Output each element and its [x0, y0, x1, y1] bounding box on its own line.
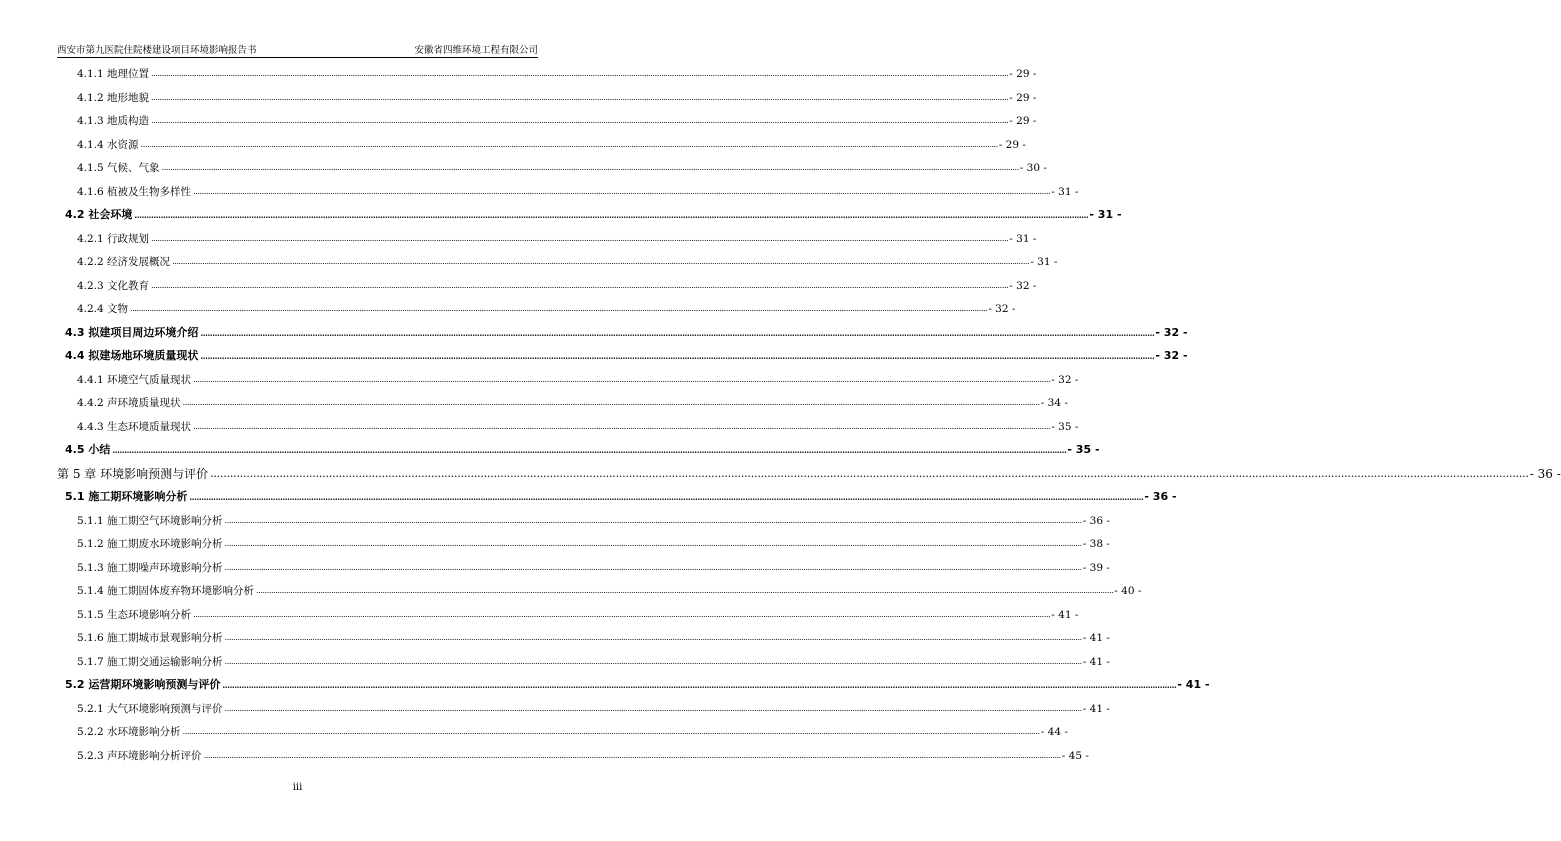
toc-entry-page: - 36 -	[1529, 466, 1561, 481]
toc-entry[interactable]	[57, 670, 1210, 692]
toc-dot-leader: ................................................................................................................................................................................................................................................................................................................................................................................................................	[172, 257, 1030, 266]
toc-entry[interactable]	[57, 553, 1110, 575]
toc-entry-title: 4.1.1 地理位置	[77, 68, 150, 80]
toc-dot-leader: ................................................................................................................................................................................................................................................................................................................................................................................................................	[151, 92, 1009, 102]
toc-entry-title: 5.1.4 施工期固体废弃物环境影响分析	[77, 585, 255, 597]
toc-entry-title: 4.4 拟建场地环境质量现状	[65, 349, 199, 362]
toc-entry-page: - 35 -	[1051, 420, 1079, 433]
toc-entry-title: 第 5 章 环境影响预测与评价	[57, 466, 209, 481]
toc-entry[interactable]	[57, 576, 1142, 598]
toc-entry[interactable]	[57, 459, 1561, 481]
toc-dot-leader: ................................................................................................................................................................................................................................................................................................................................................................................................................	[224, 515, 1082, 525]
toc-entry[interactable]	[57, 130, 1026, 152]
toc-entry-title: 5.1.6 施工期城市景观影响分析	[77, 632, 223, 644]
toc-entry-title: 4.1.4 水资源	[77, 138, 139, 151]
toc-entry[interactable]	[57, 200, 1122, 222]
toc-entry-title: 4.5 小结	[65, 443, 111, 456]
toc-entry[interactable]	[57, 388, 1068, 410]
toc-entry-page: - 41 -	[1051, 608, 1079, 621]
toc-entry-page: - 31 -	[1089, 208, 1122, 221]
toc-entry-page: - 32 -	[988, 303, 1016, 315]
toc-entry-page: - 31 -	[1009, 232, 1037, 245]
toc-entry[interactable]	[57, 365, 1079, 387]
toc-dot-leader: ................................................................................................................................................................................................................................................................................................................................................................................................................	[193, 421, 1051, 431]
toc-entry-title: 4.4.2 声环境质量现状	[77, 397, 181, 409]
toc-entry-page: - 35 -	[1067, 443, 1100, 456]
toc-dot-leader: ................................................................................................................................................................................................................................................................................................................................................................................................................	[134, 210, 1089, 220]
toc-entry-page: - 39 -	[1082, 561, 1110, 574]
toc-entry-title: 5.2.2 水环境影响分析	[77, 726, 181, 738]
toc-entry[interactable]	[57, 153, 1047, 175]
toc-dot-leader: ................................................................................................................................................................................................................................................................................................................................................................................................................	[256, 586, 1114, 595]
toc-entry-page: - 32 -	[1009, 279, 1037, 292]
toc-dot-leader: ................................................................................................................................................................................................................................................................................................................................................................................................................	[140, 139, 998, 149]
toc-entry[interactable]	[57, 623, 1110, 645]
toc-entry-page: - 36 -	[1082, 514, 1110, 527]
toc-entry-page: - 32 -	[1155, 325, 1188, 339]
toc-entry[interactable]	[57, 247, 1058, 269]
header-report-title: 西安市第九医院住院楼建设项目环境影响报告书	[57, 45, 257, 56]
toc-entry-page: - 38 -	[1082, 538, 1110, 550]
toc-dot-leader: ................................................................................................................................................................................................................................................................................................................................................................................................................	[151, 69, 1009, 78]
toc-entry[interactable]	[57, 224, 1037, 246]
page-header	[57, 40, 538, 58]
toc-dot-leader: ................................................................................................................................................................................................................................................................................................................................................................................................................	[193, 374, 1051, 384]
toc-entry-page: - 32 -	[1155, 349, 1188, 362]
toc-entry[interactable]	[57, 59, 1037, 81]
toc-entry-title: 4.4.3 生态环境质量现状	[77, 420, 192, 433]
toc-dot-leader: ................................................................................................................................................................................................................................................................................................................................................................................................................	[189, 492, 1144, 502]
toc-entry-title: 4.2.1 行政规划	[77, 232, 150, 245]
toc-entry-page: - 41 -	[1082, 632, 1110, 644]
toc-entry-page: - 29 -	[1009, 68, 1037, 80]
toc-entry-title: 5.1.1 施工期空气环境影响分析	[77, 514, 223, 527]
toc-entry-page: - 41 -	[1177, 678, 1210, 691]
toc-entry-title: 5.1.5 生态环境影响分析	[77, 608, 192, 621]
toc-entry-title: 4.1.5 气候、气象	[77, 162, 160, 174]
toc-entry-title: 4.1.2 地形地貌	[77, 91, 150, 104]
toc-entry[interactable]	[57, 694, 1110, 716]
toc-entry[interactable]	[57, 600, 1079, 622]
toc-entry-title: 5.2.1 大气环境影响预测与评价	[77, 702, 223, 715]
toc-entry[interactable]	[57, 482, 1177, 504]
toc-dot-leader: ................................................................................................................................................................................................................................................................................................................................................................................................................	[130, 304, 988, 313]
toc-entry[interactable]	[57, 318, 1188, 340]
toc-dot-leader: ................................................................................................................................................................................................................................................................................................................................................................................................................	[224, 562, 1082, 572]
toc-dot-leader: ................................................................................................................................................................................................................................................................................................................................................................................................................	[151, 116, 1009, 125]
toc-entry-title: 5.2.3 声环境影响分析评价	[77, 749, 202, 762]
toc-entry-title: 5.1.2 施工期废水环境影响分析	[77, 538, 223, 550]
toc-entry-title: 4.2.4 文物	[77, 303, 129, 315]
toc-entry[interactable]	[57, 717, 1068, 739]
toc-dot-leader: ................................................................................................................................................................................................................................................................................................................................................................................................................	[182, 398, 1040, 407]
toc-entry[interactable]	[57, 647, 1110, 669]
toc-dot-leader: ................................................................................................................................................................................................................................................................................................................................................................................................................	[161, 163, 1019, 172]
toc-entry-page: - 29 -	[1009, 115, 1037, 127]
toc-entry-page: - 40 -	[1114, 585, 1142, 597]
toc-entry-page: - 44 -	[1040, 726, 1068, 738]
toc-entry-title: 4.2.2 经济发展概况	[77, 256, 171, 268]
toc-entry[interactable]	[57, 294, 1016, 316]
toc-entry-page: - 32 -	[1051, 373, 1079, 386]
toc-entry-page: - 41 -	[1082, 702, 1110, 715]
toc-dot-leader: ................................................................................................................................................................................................................................................................................................................................................................................................................	[203, 750, 1061, 760]
toc-entry-page: - 29 -	[998, 138, 1026, 151]
toc-dot-leader: ................................................................................................................................................................................................................................................................................................................................................................................................................	[224, 633, 1082, 642]
toc-entry-page: - 30 -	[1019, 162, 1047, 174]
toc-entry-page: - 34 -	[1040, 397, 1068, 409]
toc-entry-title: 5.2 运营期环境影响预测与评价	[65, 678, 221, 691]
header-company-name: 安徽省四维环境工程有限公司	[414, 45, 538, 56]
toc-dot-leader: ................................................................................................................................................................................................................................................................................................................................................................................................................	[200, 327, 1155, 338]
toc-entry[interactable]	[57, 529, 1110, 551]
toc-entry[interactable]	[57, 106, 1037, 128]
toc-dot-leader: ................................................................................................................................................................................................................................................................................................................................................................................................................	[224, 656, 1082, 666]
toc-entry[interactable]	[57, 506, 1110, 528]
toc-dot-leader: ................................................................................................................................................................................................................................................................................................................................................................................................................	[151, 280, 1009, 290]
page-number: iii	[292, 782, 303, 793]
toc-entry-page: - 31 -	[1051, 185, 1079, 198]
toc-dot-leader: ................................................................................................................................................................................................................................................................................................................................................................................................................	[224, 703, 1082, 713]
toc-entry-page: - 36 -	[1144, 490, 1177, 503]
toc-entry-title: 4.2 社会环境	[65, 208, 133, 221]
toc-dot-leader: ................................................................................................................................................................................................................................................................................................................................................................................................................	[222, 680, 1177, 690]
toc-entry[interactable]	[57, 341, 1188, 363]
toc-dot-leader: ................................................................................................................................................................................................................................................................................................................................................................................................................	[193, 186, 1051, 196]
toc-entry-title: 4.2.3 文化教育	[77, 279, 150, 292]
toc-entry-page: - 29 -	[1009, 91, 1037, 104]
toc-entry[interactable]	[57, 83, 1037, 105]
toc-dot-leader: ................................................................................................................................................................................................................................................................................................................................................................................................................	[210, 466, 1529, 480]
toc-dot-leader: ................................................................................................................................................................................................................................................................................................................................................................................................................	[224, 539, 1082, 548]
toc-entry[interactable]	[57, 435, 1100, 457]
toc-entry[interactable]	[57, 177, 1079, 199]
toc-entry-page: - 41 -	[1082, 655, 1110, 668]
toc-entry[interactable]	[57, 271, 1037, 293]
toc-entry-title: 5.1 施工期环境影响分析	[65, 490, 188, 503]
toc-entry[interactable]	[57, 412, 1079, 434]
toc-entry-title: 5.1.7 施工期交通运输影响分析	[77, 655, 223, 668]
toc-dot-leader: ................................................................................................................................................................................................................................................................................................................................................................................................................	[193, 609, 1051, 619]
toc-entry-page: - 45 -	[1061, 749, 1089, 762]
toc-entry-title: 4.1.3 地质构造	[77, 115, 150, 127]
toc-entry-title: 5.1.3 施工期噪声环境影响分析	[77, 561, 223, 574]
toc-entry-title: 4.3 拟建项目周边环境介绍	[65, 325, 199, 339]
toc-entry-page: - 31 -	[1030, 256, 1058, 268]
toc-dot-leader: ................................................................................................................................................................................................................................................................................................................................................................................................................	[200, 351, 1155, 361]
toc-dot-leader: ................................................................................................................................................................................................................................................................................................................................................................................................................	[151, 233, 1009, 243]
toc-dot-leader: ................................................................................................................................................................................................................................................................................................................................................................................................................	[182, 727, 1040, 736]
toc-entry[interactable]	[57, 741, 1089, 763]
toc-entry-title: 4.4.1 环境空气质量现状	[77, 373, 192, 386]
toc-dot-leader: ................................................................................................................................................................................................................................................................................................................................................................................................................	[112, 445, 1067, 455]
toc-entry-title: 4.1.6 植被及生物多样性	[77, 185, 192, 198]
